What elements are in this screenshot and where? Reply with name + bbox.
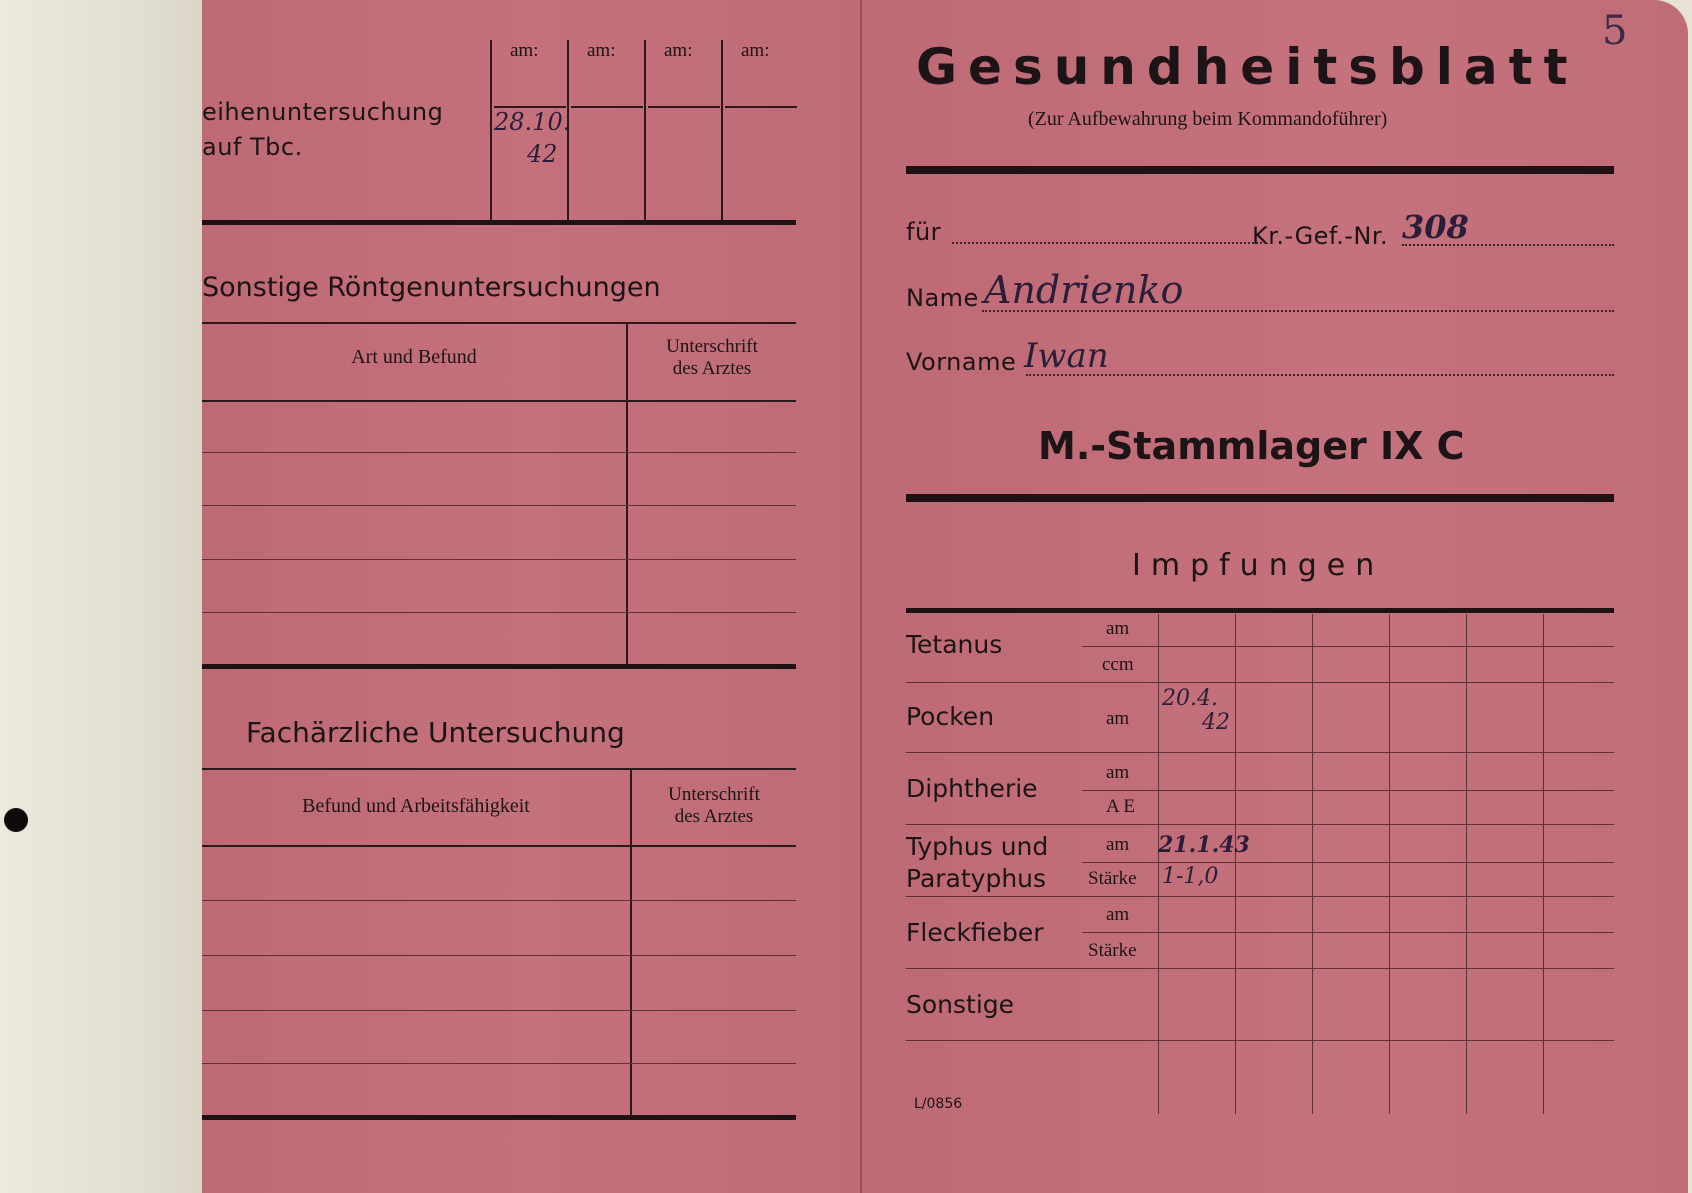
table-row-line (202, 452, 796, 453)
row-tetanus-am: am (1106, 618, 1130, 639)
camp-rule (906, 494, 1614, 502)
typhus-entry-dose: 1-1,0 (1162, 864, 1219, 889)
table-row-line (202, 1010, 796, 1011)
tbc-col-line (644, 40, 646, 220)
tbc-entry-day: 28.10. (494, 108, 571, 136)
row-sonstige: Sonstige (906, 990, 1015, 1019)
section-divider (202, 220, 796, 225)
section-divider (202, 664, 796, 669)
grid-row-line (906, 752, 1614, 753)
grid-col-line (1466, 614, 1467, 1114)
grid-row-line (906, 824, 1614, 825)
kgf-value: 308 (1402, 208, 1469, 246)
fach-col-signature-line1: Unterschrift (668, 784, 760, 805)
grid-row-line (906, 682, 1614, 683)
table-rule (202, 768, 796, 770)
row-diphtherie: Diphtherie (906, 774, 1038, 803)
tbc-date-header: am: (741, 40, 770, 61)
left-page (202, 0, 860, 1193)
roentgen-title: Sonstige Röntgenuntersuchungen (202, 272, 661, 303)
fach-col-befund: Befund und Arbeitsfähigkeit (302, 795, 530, 817)
row-typhus-line2: Paratyphus (906, 864, 1047, 893)
tbc-date-line (571, 106, 643, 108)
grid-sub-line (1082, 790, 1614, 791)
table-row-line (202, 900, 796, 901)
row-diph-ae: A E (1106, 796, 1136, 817)
table-row-line (202, 505, 796, 506)
grid-sub-line (1082, 646, 1614, 647)
card-number: 5 (1602, 8, 1628, 54)
table-rule (202, 845, 796, 847)
impf-title: Impfungen (1132, 548, 1385, 583)
grid-col-line (1543, 614, 1544, 1114)
fach-col-signature-line2: des Arztes (674, 806, 754, 827)
right-page (860, 0, 1688, 1193)
vorname-field-line (1026, 374, 1614, 376)
row-pocken: Pocken (906, 702, 995, 731)
tbc-date-line (648, 106, 720, 108)
fuer-field-line (952, 242, 1262, 244)
row-typhus-am: am (1106, 834, 1130, 855)
typhus-entry-date: 21.1.43 (1158, 832, 1250, 858)
row-fleck-staerke: Stärke (1088, 940, 1137, 961)
punch-hole (4, 808, 28, 832)
roentgen-col-signature-line1: Unterschrift (666, 336, 758, 357)
tbc-label-line2: auf Tbc. (202, 133, 303, 161)
grid-col-line (1312, 614, 1313, 1114)
title-rule (906, 166, 1614, 174)
table-row-line (202, 955, 796, 956)
fuer-label: für (906, 218, 942, 246)
tbc-col-line (721, 40, 723, 220)
roentgen-col-art: Art und Befund (351, 346, 477, 368)
row-fleck-am: am (1106, 904, 1130, 925)
row-diph-am: am (1106, 762, 1130, 783)
row-fleckfieber: Fleckfieber (906, 918, 1044, 947)
pocken-entry-year: 42 (1202, 710, 1230, 735)
grid-row-line (906, 968, 1614, 969)
grid-col-line (1235, 614, 1236, 1114)
row-pocken-am: am (1106, 708, 1130, 729)
tbc-entry-year: 42 (527, 140, 558, 168)
camp-name: M.-Stammlager IX C (1038, 424, 1465, 468)
row-typhus-line1: Typhus und (906, 832, 1049, 861)
tbc-label-line1: eihenuntersuchung (202, 98, 444, 126)
grid-col-line (1389, 614, 1390, 1114)
tbc-date-header: am: (587, 40, 616, 61)
tbc-date-line (725, 106, 797, 108)
name-field-line (982, 310, 1614, 312)
grid-sub-line (1082, 932, 1614, 933)
table-rule (202, 322, 796, 324)
tbc-date-header: am: (664, 40, 693, 61)
pocken-entry-day: 20.4. (1162, 686, 1218, 711)
table-row-line (202, 1063, 796, 1064)
impf-rule (906, 608, 1614, 613)
scan-background (0, 0, 210, 1193)
grid-sub-line (1082, 862, 1614, 863)
table-rule (202, 400, 796, 402)
grid-row-line (906, 896, 1614, 897)
form-code: L/0856 (914, 1096, 963, 1112)
table-row-line (202, 559, 796, 560)
fach-title: Fachärzliche Untersuchung (246, 716, 625, 749)
section-divider (202, 1115, 796, 1120)
roentgen-col-signature-line2: des Arztes (672, 358, 752, 379)
row-tetanus-ccm: ccm (1102, 654, 1134, 675)
name-value: Andrienko (984, 268, 1184, 312)
fach-col-signature (632, 784, 796, 828)
vorname-label: Vorname (906, 348, 1017, 376)
tbc-date-header: am: (510, 40, 539, 61)
table-row-line (202, 612, 796, 613)
kgf-field-line (1402, 244, 1614, 246)
kgf-label: Kr.-Gef.-Nr. (1252, 222, 1389, 250)
grid-col-line (1158, 614, 1159, 1114)
vorname-value: Iwan (1024, 336, 1109, 376)
page-subtitle: (Zur Aufbewahrung beim Kommandoführer) (1028, 108, 1388, 130)
grid-row-line (906, 1040, 1614, 1041)
name-label: Name (906, 284, 979, 312)
page-title: Gesundheitsblatt (916, 38, 1579, 96)
row-typhus-staerke: Stärke (1088, 868, 1137, 889)
tbc-col-line (490, 40, 492, 220)
roentgen-col-signature (628, 336, 796, 380)
row-tetanus: Tetanus (906, 630, 1003, 659)
